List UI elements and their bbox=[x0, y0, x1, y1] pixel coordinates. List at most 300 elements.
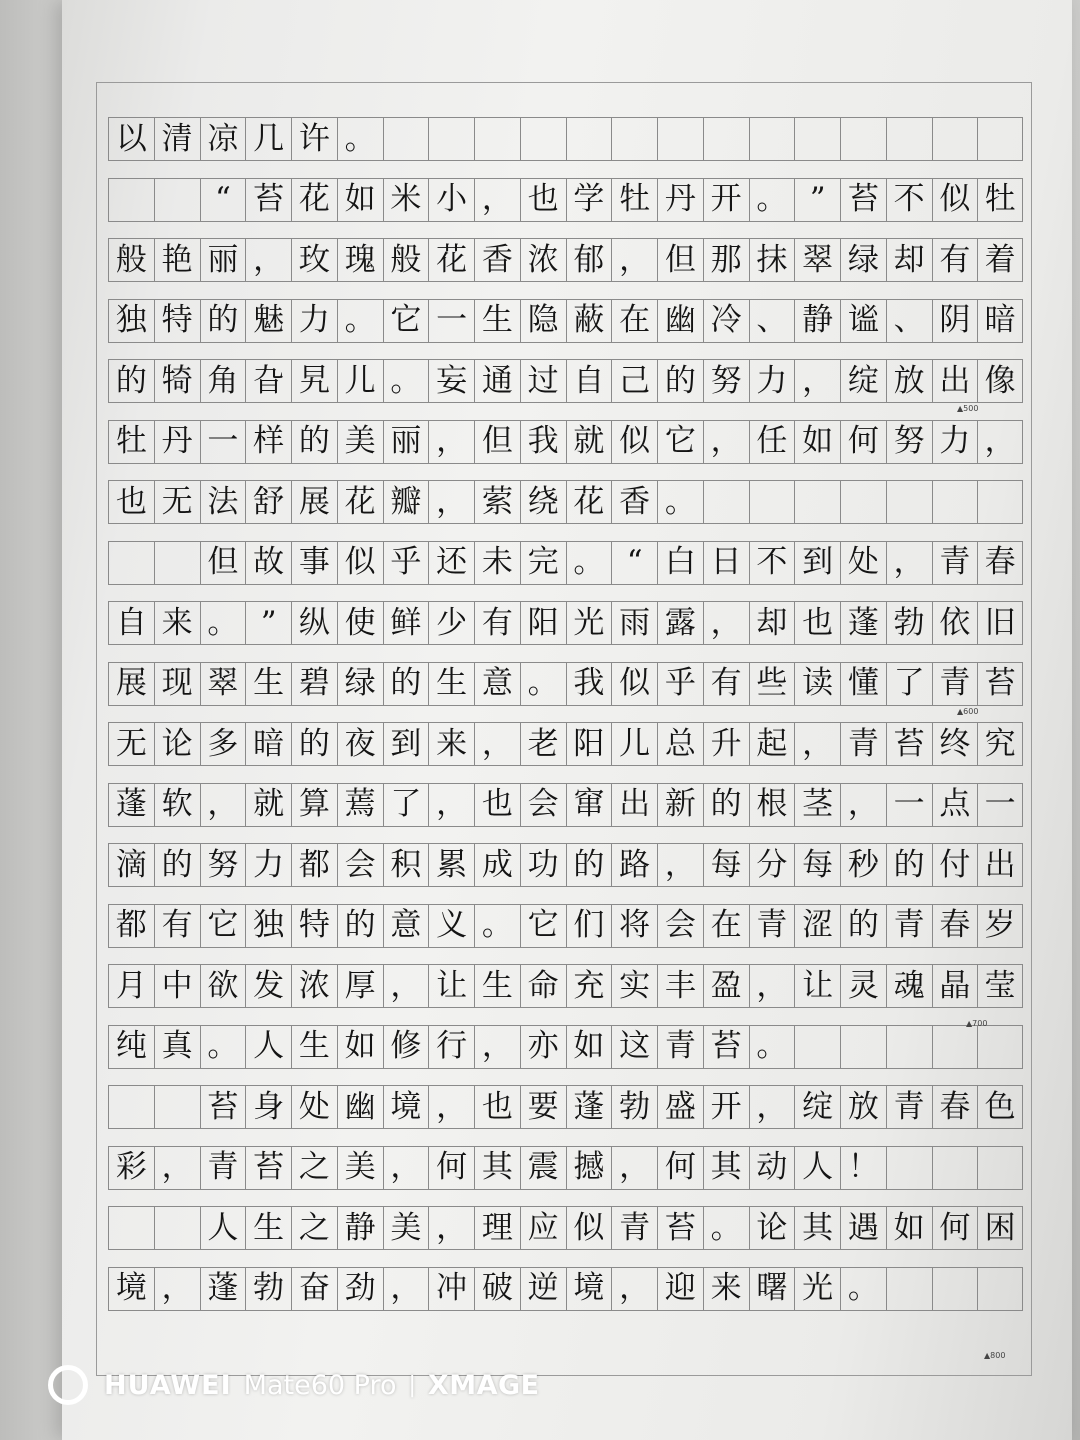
grid-cell bbox=[108, 178, 154, 222]
grid-cell: 绕 bbox=[520, 480, 566, 524]
grid-cell: 盈 bbox=[703, 964, 749, 1008]
grid-cell: 花 bbox=[566, 480, 612, 524]
grid-row bbox=[108, 1146, 1023, 1190]
grid-cell: 多 bbox=[200, 722, 246, 766]
grid-cell: 特 bbox=[291, 904, 337, 948]
grid-cell: 力 bbox=[749, 359, 795, 403]
grid-cell: 生 bbox=[428, 662, 474, 706]
grid-cell: ， bbox=[200, 783, 246, 827]
grid-cell bbox=[932, 1025, 978, 1069]
grid-cell: 累 bbox=[428, 843, 474, 887]
grid-cell bbox=[383, 117, 429, 161]
grid-cell: 静 bbox=[794, 299, 840, 343]
grid-cell: 之 bbox=[291, 1206, 337, 1250]
grid-cell: 努 bbox=[703, 359, 749, 403]
grid-cell: 但 bbox=[657, 238, 703, 282]
grid-cell: 依 bbox=[932, 601, 978, 645]
grid-cell: 浓 bbox=[291, 964, 337, 1008]
grid-cell: 清 bbox=[154, 117, 200, 161]
grid-cell bbox=[520, 117, 566, 161]
grid-cell: 角 bbox=[200, 359, 246, 403]
grid-cell: 己 bbox=[611, 359, 657, 403]
grid-cell: 小 bbox=[428, 178, 474, 222]
grid-cell: 力 bbox=[291, 299, 337, 343]
grid-cell: 还 bbox=[428, 541, 474, 585]
grid-cell: ” bbox=[794, 178, 840, 222]
grid-row bbox=[108, 783, 1023, 827]
grid-cell: 勃 bbox=[611, 1085, 657, 1129]
grid-cell: 瑰 bbox=[337, 238, 383, 282]
left-page-edge bbox=[0, 0, 70, 1440]
grid-cell: ” bbox=[245, 601, 291, 645]
grid-cell: 青 bbox=[840, 722, 886, 766]
grid-cell: 儿 bbox=[611, 722, 657, 766]
grid-cell bbox=[154, 178, 200, 222]
grid-cell: 、 bbox=[749, 299, 795, 343]
grid-cell: 蔽 bbox=[566, 299, 612, 343]
grid-cell: 似 bbox=[611, 662, 657, 706]
watermark-separator: | bbox=[408, 1372, 416, 1398]
grid-cell: 付 bbox=[932, 843, 978, 887]
grid-cell: 牡 bbox=[977, 178, 1023, 222]
grid-row bbox=[108, 420, 1023, 464]
grid-cell: 展 bbox=[108, 662, 154, 706]
grid-cell: 中 bbox=[154, 964, 200, 1008]
grid-cell: 以 bbox=[108, 117, 154, 161]
grid-cell: 劲 bbox=[337, 1267, 383, 1311]
grid-cell: 到 bbox=[383, 722, 429, 766]
grid-cell: 灵 bbox=[840, 964, 886, 1008]
grid-cell: 新 bbox=[657, 783, 703, 827]
grid-cell bbox=[794, 1025, 840, 1069]
grid-cell: 却 bbox=[886, 238, 932, 282]
grid-cell: 但 bbox=[200, 541, 246, 585]
grid-cell bbox=[932, 480, 978, 524]
grid-cell: 却 bbox=[749, 601, 795, 645]
grid-cell: 似 bbox=[566, 1206, 612, 1250]
grid-cell: 在 bbox=[611, 299, 657, 343]
grid-cell: 苔 bbox=[200, 1085, 246, 1129]
grid-cell: 修 bbox=[383, 1025, 429, 1069]
grid-cell: 来 bbox=[703, 1267, 749, 1311]
grid-cell: 花 bbox=[337, 480, 383, 524]
grid-cell bbox=[886, 480, 932, 524]
grid-cell: 窜 bbox=[566, 783, 612, 827]
grid-cell: 青 bbox=[200, 1146, 246, 1190]
grid-cell bbox=[474, 117, 520, 161]
grid-cell: 美 bbox=[383, 1206, 429, 1250]
grid-cell: 滴 bbox=[108, 843, 154, 887]
grid-cell: 犄 bbox=[154, 359, 200, 403]
grid-cell: 阳 bbox=[520, 601, 566, 645]
grid-cell: 蓬 bbox=[566, 1085, 612, 1129]
grid-cell bbox=[977, 117, 1023, 161]
grid-cell: 它 bbox=[200, 904, 246, 948]
watermark-model: Mate60 Pro bbox=[243, 1369, 397, 1401]
grid-cell bbox=[703, 480, 749, 524]
grid-cell: ， bbox=[383, 964, 429, 1008]
grid-cell: 法 bbox=[200, 480, 246, 524]
grid-cell: 理 bbox=[474, 1206, 520, 1250]
grid-cell: 绽 bbox=[840, 359, 886, 403]
grid-cell: 发 bbox=[245, 964, 291, 1008]
count-mark-700: ▲700 bbox=[966, 1019, 988, 1028]
grid-cell: ， bbox=[245, 238, 291, 282]
grid-cell bbox=[428, 117, 474, 161]
grid-cell bbox=[108, 541, 154, 585]
grid-cell: 境 bbox=[108, 1267, 154, 1311]
grid-cell: 分 bbox=[749, 843, 795, 887]
grid-cell: 何 bbox=[840, 420, 886, 464]
count-mark-800: ▲800 bbox=[984, 1351, 1006, 1360]
grid-cell: 命 bbox=[520, 964, 566, 1008]
grid-cell: 。 bbox=[337, 117, 383, 161]
grid-cell: ， bbox=[474, 722, 520, 766]
grid-cell: 不 bbox=[886, 178, 932, 222]
grid-cell: 似 bbox=[611, 420, 657, 464]
grid-cell: 一 bbox=[428, 299, 474, 343]
grid-cell: 身 bbox=[245, 1085, 291, 1129]
grid-cell: 茎 bbox=[794, 783, 840, 827]
grid-cell: 浓 bbox=[520, 238, 566, 282]
grid-cell: 但 bbox=[474, 420, 520, 464]
grid-cell: 就 bbox=[245, 783, 291, 827]
grid-row bbox=[108, 1206, 1023, 1250]
grid-cell: 丰 bbox=[657, 964, 703, 1008]
grid-cell: 之 bbox=[291, 1146, 337, 1190]
grid-cell: 。 bbox=[474, 904, 520, 948]
grid-cell: 困 bbox=[977, 1206, 1023, 1250]
grid-cell: 蓬 bbox=[840, 601, 886, 645]
grid-cell: 来 bbox=[428, 722, 474, 766]
grid-cell: 意 bbox=[383, 904, 429, 948]
grid-cell bbox=[977, 1146, 1023, 1190]
grid-cell: 的 bbox=[154, 843, 200, 887]
grid-cell bbox=[108, 1085, 154, 1129]
grid-cell: 瓣 bbox=[383, 480, 429, 524]
watermark-xmage: XMAGE bbox=[427, 1369, 540, 1401]
grid-cell: 了 bbox=[886, 662, 932, 706]
grid-cell: 充 bbox=[566, 964, 612, 1008]
grid-row bbox=[108, 359, 1023, 403]
grid-cell: 自 bbox=[108, 601, 154, 645]
grid-cell: ， bbox=[428, 420, 474, 464]
grid-cell: 究 bbox=[977, 722, 1023, 766]
grid-cell: 牡 bbox=[108, 420, 154, 464]
grid-cell: 开 bbox=[703, 178, 749, 222]
grid-cell: 牡 bbox=[611, 178, 657, 222]
grid-cell: 力 bbox=[932, 420, 978, 464]
grid-cell: 青 bbox=[932, 662, 978, 706]
grid-cell: 春 bbox=[977, 541, 1023, 585]
grid-cell: 光 bbox=[794, 1267, 840, 1311]
grid-cell: 软 bbox=[154, 783, 200, 827]
grid-cell: 晶 bbox=[932, 964, 978, 1008]
grid-cell: 展 bbox=[291, 480, 337, 524]
grid-cell: 凉 bbox=[200, 117, 246, 161]
grid-cell: 的 bbox=[383, 662, 429, 706]
grid-cell: 学 bbox=[566, 178, 612, 222]
grid-cell: 现 bbox=[154, 662, 200, 706]
grid-cell: 使 bbox=[337, 601, 383, 645]
grid-row bbox=[108, 1085, 1023, 1129]
grid-cell: 的 bbox=[840, 904, 886, 948]
grid-cell: 这 bbox=[611, 1025, 657, 1069]
grid-cell: 义 bbox=[428, 904, 474, 948]
grid-cell bbox=[749, 117, 795, 161]
grid-cell: 抹 bbox=[749, 238, 795, 282]
grid-cell: ， bbox=[703, 420, 749, 464]
grid-cell: 月 bbox=[108, 964, 154, 1008]
grid-cell: ， bbox=[428, 480, 474, 524]
grid-cell: 岁 bbox=[977, 904, 1023, 948]
grid-cell: 无 bbox=[108, 722, 154, 766]
grid-cell: 旧 bbox=[977, 601, 1023, 645]
grid-cell: 如 bbox=[337, 1025, 383, 1069]
grid-cell: 它 bbox=[657, 420, 703, 464]
grid-cell: ， bbox=[383, 1146, 429, 1190]
grid-cell: 青 bbox=[886, 1085, 932, 1129]
grid-cell: 也 bbox=[794, 601, 840, 645]
grid-cell: 的 bbox=[291, 722, 337, 766]
grid-cell: 旮 bbox=[245, 359, 291, 403]
grid-cell: 像 bbox=[977, 359, 1023, 403]
grid-cell: “ bbox=[200, 178, 246, 222]
grid-cell: 我 bbox=[566, 662, 612, 706]
grid-cell: 秒 bbox=[840, 843, 886, 887]
grid-cell: 何 bbox=[932, 1206, 978, 1250]
grid-cell: 绿 bbox=[840, 238, 886, 282]
grid-cell: 应 bbox=[520, 1206, 566, 1250]
grid-cell: 夜 bbox=[337, 722, 383, 766]
grid-cell: 青 bbox=[749, 904, 795, 948]
grid-cell: 翠 bbox=[200, 662, 246, 706]
grid-row bbox=[108, 1267, 1023, 1311]
grid-cell: 何 bbox=[428, 1146, 474, 1190]
grid-cell: 其 bbox=[474, 1146, 520, 1190]
grid-cell: ， bbox=[474, 178, 520, 222]
grid-cell: 根 bbox=[749, 783, 795, 827]
grid-cell: 处 bbox=[840, 541, 886, 585]
grid-cell: 路 bbox=[611, 843, 657, 887]
grid-cell: 花 bbox=[291, 178, 337, 222]
grid-cell: 阴 bbox=[932, 299, 978, 343]
grid-cell: 一 bbox=[977, 783, 1023, 827]
grid-cell: ， bbox=[886, 541, 932, 585]
grid-cell: 人 bbox=[245, 1025, 291, 1069]
grid-cell bbox=[749, 480, 795, 524]
grid-cell: 香 bbox=[474, 238, 520, 282]
grid-cell: 暗 bbox=[977, 299, 1023, 343]
grid-cell: 静 bbox=[337, 1206, 383, 1250]
grid-cell: 。 bbox=[520, 662, 566, 706]
grid-cell: 盛 bbox=[657, 1085, 703, 1129]
grid-cell: 欲 bbox=[200, 964, 246, 1008]
grid-cell: 力 bbox=[245, 843, 291, 887]
grid-cell: ， bbox=[611, 238, 657, 282]
grid-cell: 乎 bbox=[383, 541, 429, 585]
grid-cell: 何 bbox=[657, 1146, 703, 1190]
grid-cell: 色 bbox=[977, 1085, 1023, 1129]
grid-cell: 阳 bbox=[566, 722, 612, 766]
grid-cell: 美 bbox=[337, 420, 383, 464]
grid-cell: 一 bbox=[886, 783, 932, 827]
grid-cell: ， bbox=[428, 783, 474, 827]
grid-cell bbox=[932, 1146, 978, 1190]
grid-cell: 些 bbox=[749, 662, 795, 706]
grid-cell: 乎 bbox=[657, 662, 703, 706]
grid-cell: 。 bbox=[749, 1025, 795, 1069]
grid-cell: 青 bbox=[611, 1206, 657, 1250]
grid-cell: 境 bbox=[383, 1085, 429, 1129]
grid-cell: ， bbox=[474, 1025, 520, 1069]
lens-ring-icon bbox=[48, 1365, 88, 1405]
grid-cell: 升 bbox=[703, 722, 749, 766]
grid-cell: 逆 bbox=[520, 1267, 566, 1311]
grid-cell: 的 bbox=[566, 843, 612, 887]
grid-cell: 们 bbox=[566, 904, 612, 948]
grid-cell: 每 bbox=[703, 843, 749, 887]
grid-cell: 真 bbox=[154, 1025, 200, 1069]
grid-cell: 不 bbox=[749, 541, 795, 585]
grid-row bbox=[108, 843, 1023, 887]
grid-cell: 人 bbox=[794, 1146, 840, 1190]
grid-row bbox=[108, 238, 1023, 282]
grid-row bbox=[108, 178, 1023, 222]
grid-row bbox=[108, 601, 1023, 645]
grid-cell: 碧 bbox=[291, 662, 337, 706]
grid-row bbox=[108, 904, 1023, 948]
grid-cell: 有 bbox=[703, 662, 749, 706]
grid-cell: 。 bbox=[566, 541, 612, 585]
grid-cell: 也 bbox=[108, 480, 154, 524]
grid-cell: 独 bbox=[245, 904, 291, 948]
grid-cell: 苔 bbox=[886, 722, 932, 766]
grid-cell: ， bbox=[977, 420, 1023, 464]
grid-cell bbox=[703, 117, 749, 161]
grid-cell: 。 bbox=[200, 601, 246, 645]
grid-cell: ， bbox=[154, 1267, 200, 1311]
grid-cell: 出 bbox=[932, 359, 978, 403]
grid-cell: 未 bbox=[474, 541, 520, 585]
grid-cell: 。 bbox=[703, 1206, 749, 1250]
grid-cell: 故 bbox=[245, 541, 291, 585]
grid-cell bbox=[886, 1025, 932, 1069]
grid-cell: 儿 bbox=[337, 359, 383, 403]
grid-cell: ， bbox=[794, 722, 840, 766]
grid-cell: 意 bbox=[474, 662, 520, 706]
grid-cell: 暗 bbox=[245, 722, 291, 766]
watermark-brand: HUAWEI bbox=[104, 1369, 232, 1401]
grid-cell: ， bbox=[428, 1085, 474, 1129]
grid-row bbox=[108, 541, 1023, 585]
grid-cell: 努 bbox=[886, 420, 932, 464]
grid-cell: 努 bbox=[200, 843, 246, 887]
grid-cell: 光 bbox=[566, 601, 612, 645]
grid-cell: 撼 bbox=[566, 1146, 612, 1190]
grid-cell: 出 bbox=[611, 783, 657, 827]
grid-cell: 雨 bbox=[611, 601, 657, 645]
grid-cell: 会 bbox=[337, 843, 383, 887]
grid-cell: 让 bbox=[794, 964, 840, 1008]
grid-cell: 会 bbox=[520, 783, 566, 827]
grid-cell: 通 bbox=[474, 359, 520, 403]
grid-cell bbox=[977, 1267, 1023, 1311]
grid-cell: 苔 bbox=[703, 1025, 749, 1069]
grid-cell bbox=[840, 480, 886, 524]
grid-cell: 放 bbox=[840, 1085, 886, 1129]
grid-cell: 曙 bbox=[749, 1267, 795, 1311]
grid-cell: 也 bbox=[474, 1085, 520, 1129]
grid-cell: 鲜 bbox=[383, 601, 429, 645]
grid-cell: 苔 bbox=[245, 1146, 291, 1190]
grid-cell: 了 bbox=[383, 783, 429, 827]
grid-cell: 几 bbox=[245, 117, 291, 161]
grid-cell: 读 bbox=[794, 662, 840, 706]
grid-cell: 有 bbox=[154, 904, 200, 948]
grid-cell: 成 bbox=[474, 843, 520, 887]
grid-cell: 亦 bbox=[520, 1025, 566, 1069]
grid-cell: 的 bbox=[657, 359, 703, 403]
grid-cell: ， bbox=[383, 1267, 429, 1311]
grid-cell: 苔 bbox=[245, 178, 291, 222]
grid-cell: 翠 bbox=[794, 238, 840, 282]
grid-cell bbox=[154, 1206, 200, 1250]
grid-cell: 丹 bbox=[154, 420, 200, 464]
grid-cell: 生 bbox=[474, 964, 520, 1008]
grid-cell: 行 bbox=[428, 1025, 474, 1069]
grid-cell: 丽 bbox=[200, 238, 246, 282]
grid-cell: 青 bbox=[932, 541, 978, 585]
grid-cell: 春 bbox=[932, 904, 978, 948]
grid-cell: ， bbox=[840, 783, 886, 827]
grid-cell: 都 bbox=[291, 843, 337, 887]
grid-row bbox=[108, 299, 1023, 343]
grid-cell: ， bbox=[657, 843, 703, 887]
grid-cell: 莹 bbox=[977, 964, 1023, 1008]
grid-cell: 到 bbox=[794, 541, 840, 585]
grid-cell: 生 bbox=[291, 1025, 337, 1069]
grid-cell: 春 bbox=[932, 1085, 978, 1129]
grid-cell: 任 bbox=[749, 420, 795, 464]
grid-cell: 它 bbox=[520, 904, 566, 948]
grid-cell: 丹 bbox=[657, 178, 703, 222]
grid-cell: 特 bbox=[154, 299, 200, 343]
grid-cell: 功 bbox=[520, 843, 566, 887]
grid-cell: 绿 bbox=[337, 662, 383, 706]
grid-row bbox=[108, 1025, 1023, 1069]
grid-cell: 如 bbox=[337, 178, 383, 222]
grid-cell bbox=[108, 1206, 154, 1250]
grid-cell bbox=[794, 480, 840, 524]
grid-cell: 魂 bbox=[886, 964, 932, 1008]
grid-cell: ！ bbox=[840, 1146, 886, 1190]
grid-cell: 萦 bbox=[474, 480, 520, 524]
grid-cell bbox=[977, 1025, 1023, 1069]
count-mark-600: ▲600 bbox=[957, 707, 979, 716]
grid-cell: 。 bbox=[337, 299, 383, 343]
grid-cell: 独 bbox=[108, 299, 154, 343]
grid-cell: 日 bbox=[703, 541, 749, 585]
grid-cell bbox=[566, 117, 612, 161]
grid-cell: 如 bbox=[794, 420, 840, 464]
grid-cell: 蔫 bbox=[337, 783, 383, 827]
grid-cell bbox=[840, 117, 886, 161]
grid-cell bbox=[657, 117, 703, 161]
grid-cell: 让 bbox=[428, 964, 474, 1008]
grid-cell bbox=[932, 117, 978, 161]
grid-cell: 的 bbox=[291, 420, 337, 464]
